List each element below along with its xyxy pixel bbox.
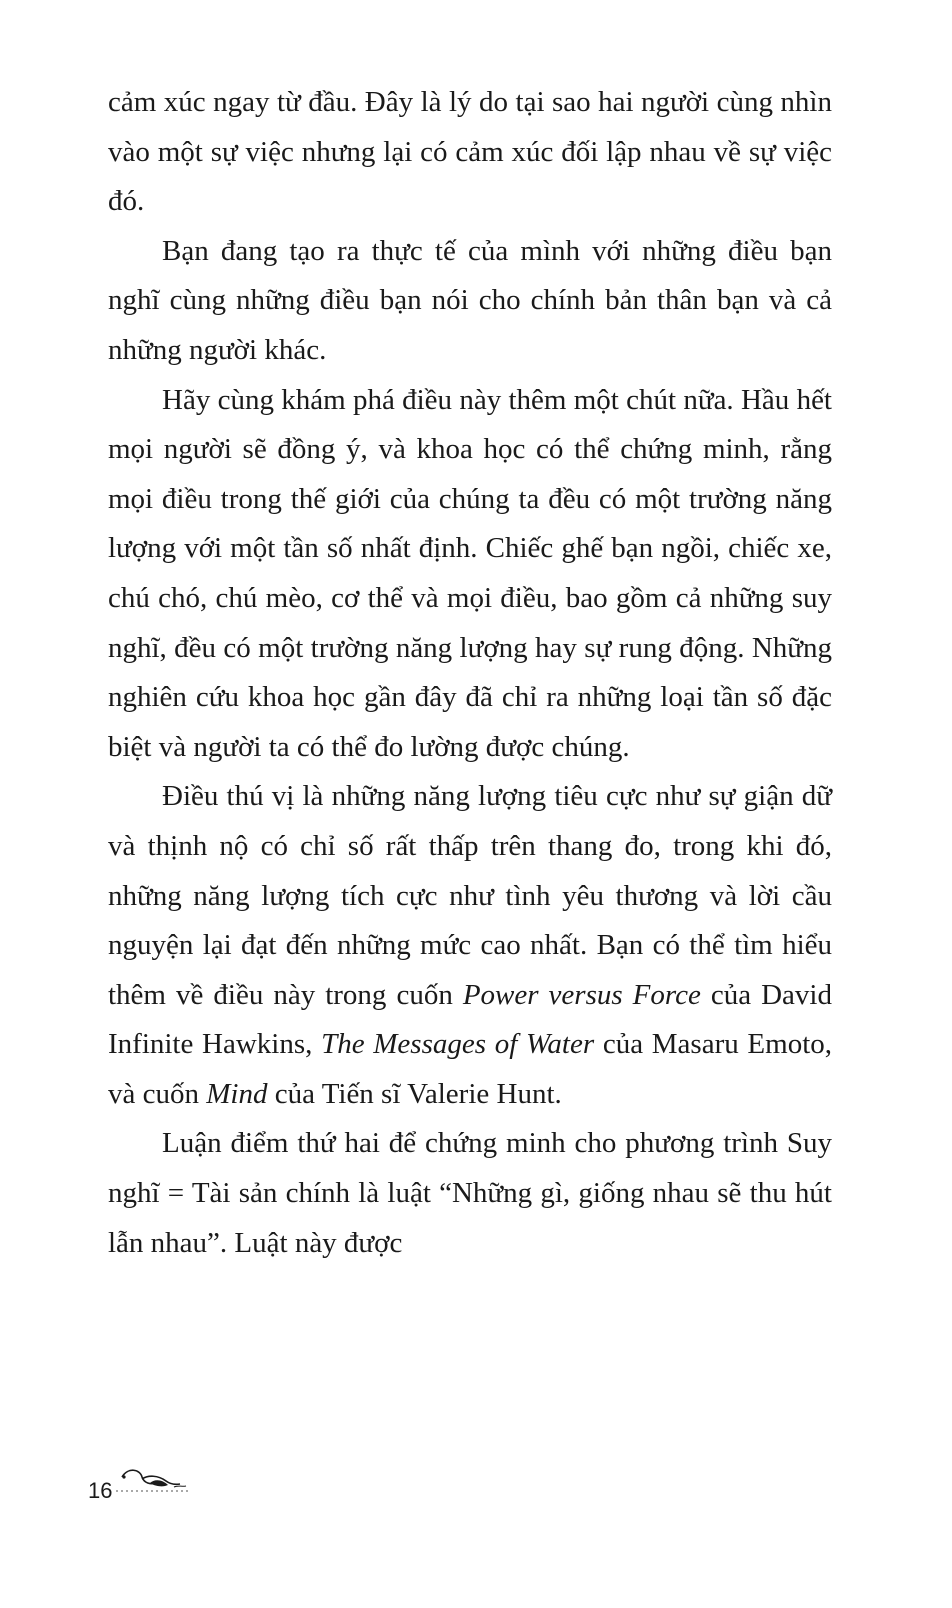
text-run: Điều thú vị là những năng lượng tiêu cực như sự giận dữ và thịnh nộ có chỉ số rất thấp trên thang đo, trong khi đó, những năng lượng tích cực như tình yêu thương và lời cầu nguyện lại đạt đến những mức cao nhất. Bạn có thể tìm hiểu thêm về điều này trong cuốn <box>108 780 832 1011</box>
body-text <box>108 78 832 1268</box>
text-run: của David Infinite Hawkins, <box>108 978 832 1061</box>
book-title: Power versus Force <box>462 978 701 1011</box>
swan-ornament-icon <box>114 1463 190 1502</box>
book-title: The Messages of Water <box>321 1028 595 1061</box>
page-number: 16 <box>88 1478 113 1503</box>
text-run: Bạn đang tạo ra thực tế của mình với những điều bạn nghĩ cùng những điều bạn nói cho chính bản thân bạn và cả những người khác. <box>108 234 832 366</box>
text-run: Luận điểm thứ hai để chứng minh cho phương trình Suy nghĩ = Tài sản chính là luật “Những gì, giống nhau sẽ thu hút lẫn nhau”. Luật này được <box>108 1127 832 1259</box>
book-title: Mind <box>206 1077 268 1110</box>
page-footer <box>88 1462 190 1502</box>
paragraph <box>108 376 832 773</box>
text-run: của Masaru Emoto, và cuốn <box>108 1028 832 1110</box>
paragraph <box>108 772 832 1119</box>
text-run: của Tiến sĩ Valerie Hunt. <box>267 1077 562 1110</box>
text-run: cảm xúc ngay từ đầu. Đây là lý do tại sao hai người cùng nhìn vào một sự việc nhưng lại có cảm xúc đối lập nhau về sự việc đó. <box>108 86 832 218</box>
paragraph <box>108 78 832 227</box>
paragraph <box>108 227 832 376</box>
paragraph <box>108 1119 832 1268</box>
text-run: Hãy cùng khám phá điều này thêm một chút nữa. Hầu hết mọi người sẽ đồng ý, và khoa học có thể chứng minh, rằng mọi điều trong thế giới của chúng ta đều có một trường năng lượng với một tần số nhất định. Chiếc ghế bạn ngồi, chiếc xe, chú chó, chú mèo, cơ thể và mọi điều, bao gồm cả những suy nghĩ, đều có một trường năng lượng hay sự rung động. Những nghiên cứu khoa học gần đây đã chỉ ra những loại tần số đặc biệt và người ta có thể đo lường được chúng. <box>108 383 832 763</box>
